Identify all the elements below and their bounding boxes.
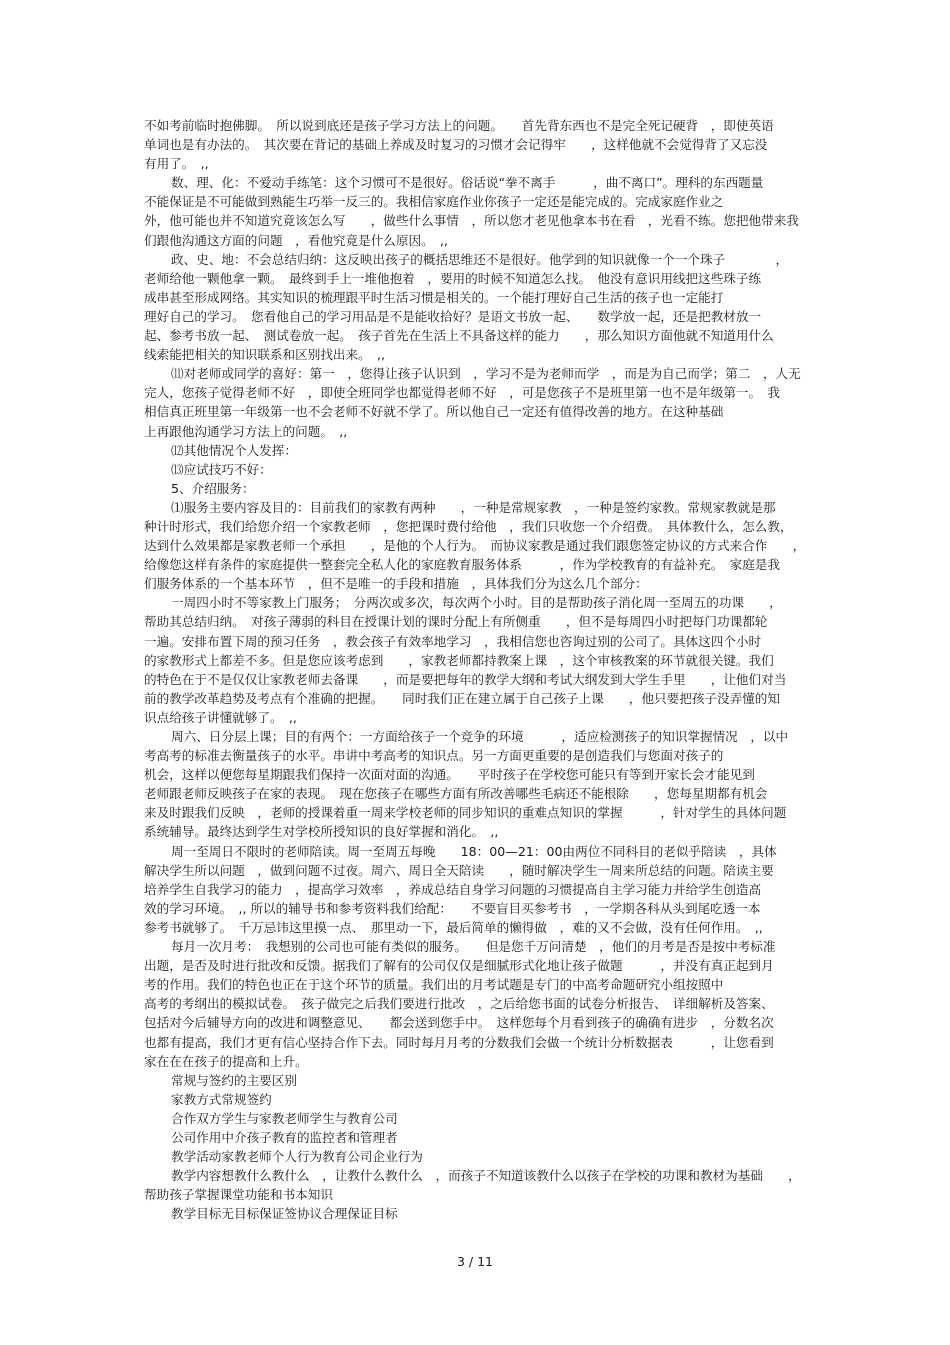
text-line: 教学活动家教老师个人行为教育公司企业行为	[171, 1149, 423, 1165]
text-line: 参考书就够了。 千万忌讳这里摸一点、 那里动一下，最后简单的懒得做 ，难的又不会做，没有任何作用。 ,,	[144, 919, 763, 935]
text-line: 的特色在于不是仅仅让家教老师去备课 ，而是要把每年的教学大纲和考试大纲发到大学生手里 ，让他们对当	[144, 671, 787, 687]
text-line: 效的学习环境。 ,, 所以的辅导书和参考资料我们给配： 不要盲目买参考书 ，一学期各科从头到尾吃透一本	[144, 900, 761, 916]
text-line: 每月一次月考： 我想别的公司也可能有类似的服务。 但是您千万问清楚 ，他们的月考是否是按中考标准	[171, 939, 776, 955]
text-line: ⑴服务主要内容及目的：目前我们的家教有两种 ，一种是常规家教 ，一种是签约家教。常规家教就是那	[171, 499, 776, 515]
text-line: 高考的考纲出的模拟试卷。 孩子做完之后我们要进行批改 ，之后给您书面的试卷分析报告、 详细解析及答案、	[144, 996, 774, 1012]
text-line: 们跟他沟通这方面的问题 ，看他究竟是什么原因。 ,,	[144, 232, 448, 248]
text-line: 前的教学改革趋势及考点有个准确的把握。 同时我们正在建立属于自己孩子上课 ，他只要把孩子没弄懂的知	[144, 690, 780, 706]
text-line: 合作双方学生与家教老师学生与教育公司	[171, 1110, 398, 1126]
text-line: 考的作用。我们的特色也正在于这个环节的质量。我们出的月考试题是专门的中高考命题研究小组按照中	[144, 977, 724, 993]
text-line: 相信真正班里第一年级第一也不会老师不好就不学了。所以他自己一定还有值得改善的地方。在这种基础	[144, 404, 724, 420]
text-line: 公司作用中介孩子教育的监控者和管理者	[171, 1129, 398, 1145]
text-line: 家教方式常规签约	[171, 1091, 272, 1107]
document-body	[144, 116, 816, 1223]
text-line: 的家教形式上都差不多。但是您应该考虑到 ，家教老师都持教案上课 ，这个审核教案的环节就很关键。我们	[144, 652, 774, 668]
text-line: 理好自己的学习。 您看他自己的学习用品是不是能收拾好？是语文书放一起、 数学放一起，还是把教材放一	[144, 308, 762, 324]
text-line: 达到什么效果都是家教老师一个承担 ，是他的个人行为。 而协议家教是通过我们跟您签定协议的方式来合作 ，	[144, 538, 806, 554]
text-line: 种计时形式，我们给您介绍一个家教老师 ，您把课时费付给他 ，我们只收您一个介绍费。 具体教什么，怎么教，	[144, 518, 793, 534]
text-line: 包括对今后辅导方向的改进和调整意见、 都会送到您手中。 这样您每个月看到孩子的确确有进步 ，分数名次	[144, 1015, 774, 1031]
text-line: 识点给孩子讲懂就够了。 ,,	[144, 709, 297, 725]
text-line: 们服务体系的一个基本环节 ，但不是唯一的手段和措施 ，具体我们分为这么几个部分：	[144, 576, 648, 592]
text-line: 老师跟老师反映孩子在家的表现。 现在您孩子在哪些方面有所改善哪些毛病还不能根除 ，您每星期都有机会	[144, 786, 768, 802]
text-line: 完人，您孩子觉得老师不好 ，即使全班同学也都觉得老师不好 ，可是您孩子不是班里第一也不是年级第一。 我	[144, 385, 780, 401]
text-line: 老师给他一颗他拿一颗。 最终到手上一堆他抱着 ，要用的时候不知道怎么找。 他没有意识用线把这些珠子练	[144, 270, 762, 286]
text-line: 帮助孩子掌握课堂功能和书本知识	[144, 1187, 333, 1203]
text-line: 家在在在孩子的提高和上升。	[144, 1053, 308, 1069]
text-line: 培养学生自我学习的能力 ，提高学习效率 ，养成总结自身学习问题的习惯提高自主学习能力并给学生创造高	[144, 881, 762, 897]
text-line: 周六、日分层上课；目的有两个：一方面给孩子一个竞争的环境 ，适应检测孩子的知识掌握情况 ，以中	[171, 729, 789, 744]
text-line: 5、介绍服务：	[171, 480, 255, 496]
text-line: 系统辅导。最终达到学生对学校所授知识的良好掌握和消化。 ,,	[144, 824, 499, 840]
text-line: 上再跟他沟通学习方法上的问题。 ,,	[144, 423, 348, 439]
text-line: 一周四小时不等家教上门服务； 分两次或多次，每次两个小时。目的是帮助孩子消化周一至周五的功课 ，	[171, 595, 782, 611]
text-line: 周一至周日不限时的老师陪读。周一至周五每晚 18：00—21：00由两位不同科目的老似乎陪读 ，具体	[171, 843, 777, 859]
text-line: 政、史、地：不会总结归纳：这反映出孩子的概括思维还不是很好。他学到的知识就像一个一个珠子 ，	[171, 251, 789, 267]
text-line: ⒀应试技巧不好：	[171, 461, 272, 477]
text-line: ⑿其他情况个人发挥：	[171, 442, 297, 458]
text-line: 考高考的标准去衡量孩子的水平。串讲中考高考的知识点。另一方面更重要的是创造我们与您面对孩子的	[144, 748, 724, 764]
text-line: 教学内容想教什么教什么 ，让教什么教什么 ，而孩子不知道该教什么以孩子在学校的功课和教材为基础 ，	[171, 1168, 801, 1184]
text-line: 不能保证是不可能做到熟能生巧举一反三的。我相信家庭作业你孩子一定还是能完成的。完成家庭作业之	[144, 194, 724, 210]
text-line: 起、参考书放一起、 测试卷放一起。 孩子首先在生活上不具备这样的能力 ，那么知识方面他就不知道用什么	[144, 328, 774, 344]
text-line: 教学目标无目标保证签协议合理保证目标	[171, 1206, 398, 1222]
text-line: 外，他可能也并不知道究竟该怎么写 ，做些什么事情 ，所以您才老见他拿本书在看 ，光看不练。您把他带来我	[144, 213, 799, 229]
text-line: 来及时跟我们反映 ，老师的授课着重一周来学校老师的同步知识的重难点知识的掌握 ，针对学生的具体问题	[144, 805, 787, 821]
text-line: 机会，这样以便您每星期跟我们保持一次面对面的沟通。 平时孩子在学校您可能只有等到开家长会才能见到	[144, 767, 755, 783]
text-line: 有用了。 ,,	[144, 156, 209, 172]
text-line: 一遍。安排布置下周的预习任务 ，教会孩子有效率地学习 ，我相信您也咨询过别的公司了。具体这四个小时	[144, 633, 762, 649]
text-line: 线索能把相关的知识联系和区别找出来。 ,,	[144, 347, 385, 363]
page-number: 3 / 11	[456, 1254, 494, 1269]
text-line: 常规与签约的主要区别	[171, 1072, 297, 1088]
text-line: 不如考前临时抱佛脚。 所以说到底还是孩子学习方法上的问题。 首先背东西也不是完全死记硬背 ，即使英语	[144, 118, 774, 133]
text-line: 也都有提高，我们才更有信心坚持合作下去。同时每月月考的分数我们会做一个统计分析数据表 ，让您看到	[144, 1034, 774, 1050]
text-line: 给像您这样有条件的家庭提供一整套完全私人化的家庭教育服务体系 ，作为学校教育的有益补充。 家庭是我	[144, 557, 780, 573]
text-line: 出题，是否及时进行批改和反馈。据我们了解有的公司仅仅是细腻形式化地让孩子做题 ，并没有真正起到月	[144, 958, 774, 974]
text-line: 数、理、化：不爱动手练笔：这个习惯可不是很好。俗话说“拳不离手 ，曲不离口”。理科的东西题量	[171, 175, 764, 191]
text-line: 解决学生所以问题 ，做到问题不过夜。周六、周日全天陪读 ，随时解决学生一周来所总结的问题。陪读主要	[144, 862, 774, 878]
text-line: ⑾对老师或同学的喜好：第一 ，您得让孩子认识到 ，学习不是为老师而学 ，而是为自己而学；第二 ，人无	[171, 366, 801, 382]
text-line: 单词也是有办法的。 其次要在背记的基础上养成及时复习的习惯才会记得牢 ，这样他就不会觉得背了又忘没	[144, 137, 768, 153]
text-line: 帮助其总结归纳。 对孩子薄弱的科目在授课计划的课时分配上有所侧重 ，但不是每周四小时把每门功课都轮	[144, 614, 768, 630]
text-line: 成串甚至形成网络。其实知识的梳理跟平时生活习惯是相关的。一个能打理好自己生活的孩子也一定能打	[144, 289, 724, 305]
